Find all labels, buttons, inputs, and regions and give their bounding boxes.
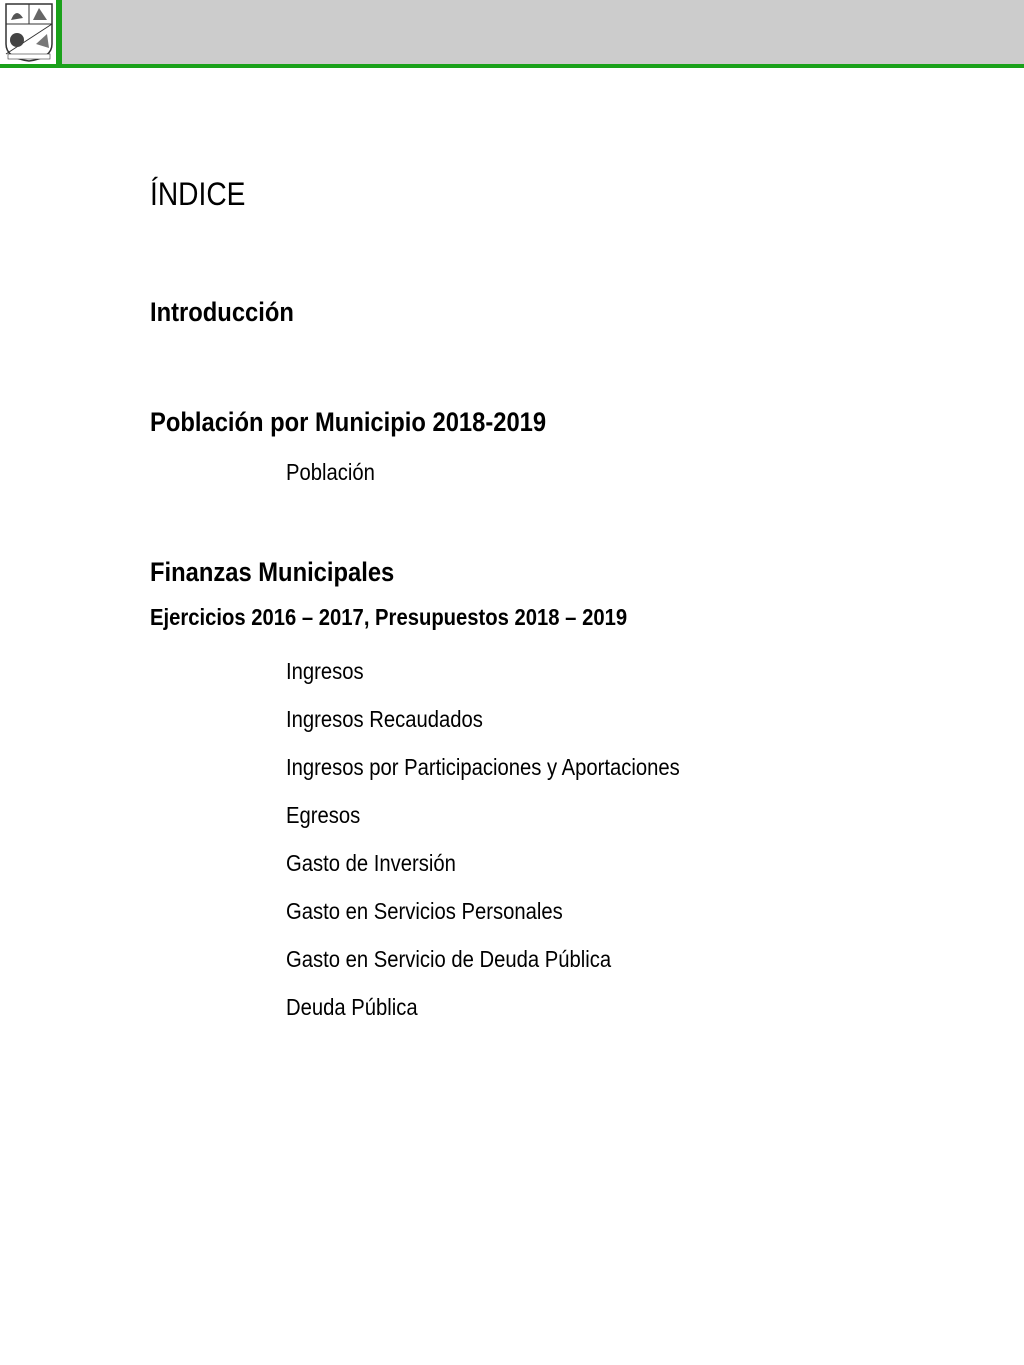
header-bar	[0, 0, 1024, 68]
toc-heading-population: Población por Municipio 2018-2019	[150, 407, 547, 437]
toc-item-ingresos-participaciones: Ingresos por Participaciones y Aportaciones	[286, 754, 680, 780]
toc-item-gasto-inversion: Gasto de Inversión	[286, 850, 456, 876]
toc-item-ingresos-recaudados: Ingresos Recaudados	[286, 706, 483, 732]
logo-box	[0, 0, 62, 64]
toc-heading-finance: Finanzas Municipales	[150, 557, 395, 587]
page-title: ÍNDICE	[150, 176, 246, 212]
toc-item-egresos: Egresos	[286, 802, 361, 828]
toc-heading-introduction: Introducción	[150, 297, 294, 327]
toc-item-deuda-publica: Deuda Pública	[286, 994, 418, 1020]
toc-item-poblacion: Población	[286, 459, 375, 485]
toc-subheading-finance: Ejercicios 2016 – 2017, Presupuestos 2018 – 2019	[150, 604, 628, 630]
toc-item-ingresos: Ingresos	[286, 658, 364, 684]
toc-item-gasto-servicios-personales: Gasto en Servicios Personales	[286, 898, 563, 924]
sonora-coat-of-arms-logo	[3, 2, 55, 62]
toc-item-gasto-deuda-publica: Gasto en Servicio de Deuda Pública	[286, 946, 612, 972]
